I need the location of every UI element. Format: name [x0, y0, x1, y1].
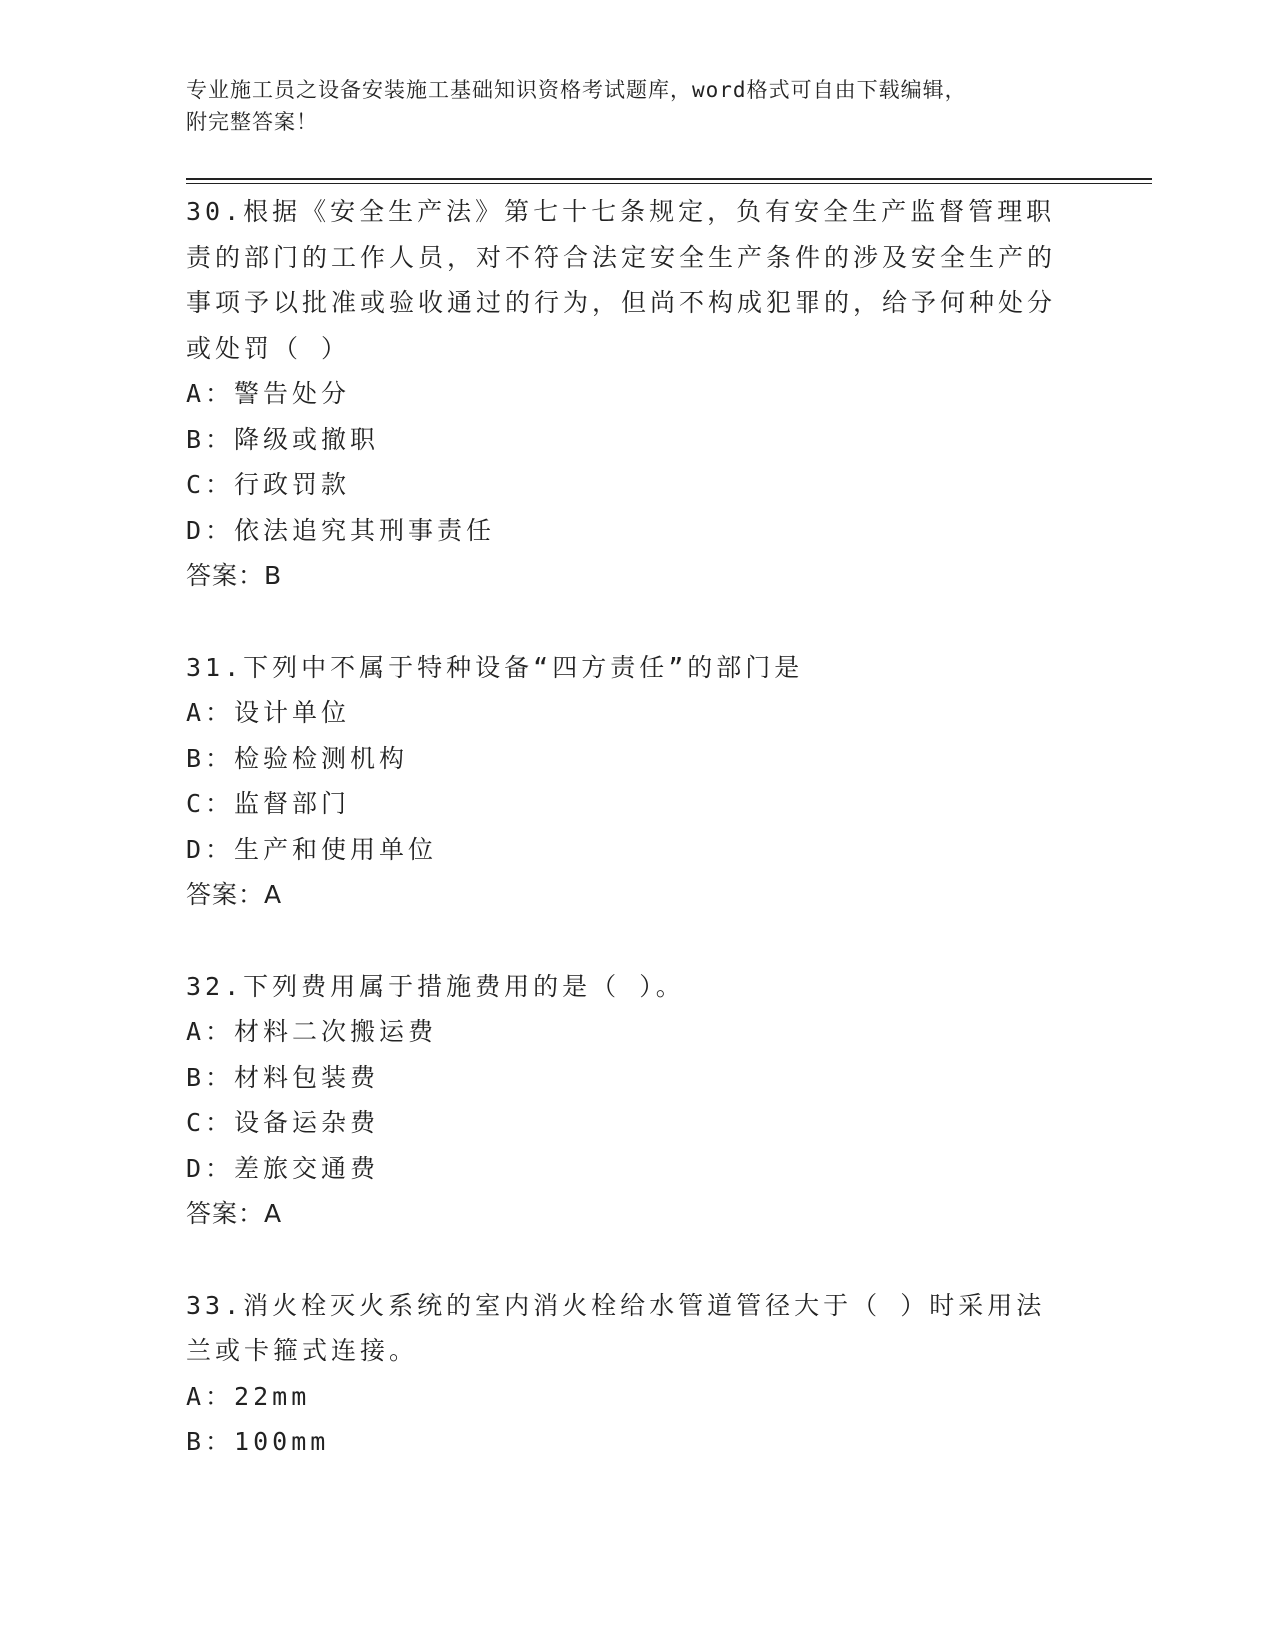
option-d: D：依法追究其刑事责任	[186, 515, 496, 545]
option-a: A：设计单位	[186, 698, 351, 727]
option-d: D：生产和使用单位	[186, 834, 438, 864]
question-31	[186, 645, 1086, 918]
question-stem: 31.下列中不属于特种设备“四方责任”的部门是	[186, 652, 804, 682]
header-divider-thick	[186, 178, 1152, 180]
option-c: C：监督部门	[186, 789, 351, 818]
answer-line: 答案：B	[186, 561, 283, 590]
option-a: A：警告处分	[186, 379, 351, 408]
question-list	[186, 189, 1086, 1511]
header-line-1: 专业施工员之设备安装施工基础知识资格考试题库，word格式可自由下载编辑，	[186, 78, 967, 102]
question-33	[186, 1283, 1086, 1465]
question-30	[186, 189, 1086, 599]
option-c: C：行政罚款	[186, 470, 351, 499]
header-line-2: 附完整答案！	[186, 110, 318, 134]
option-d: D：差旅交通费	[186, 1153, 380, 1183]
option-b: B：降级或撤职	[186, 424, 380, 454]
question-stem: 33.消火栓灭火系统的室内消火栓给水管道管径大于（ ）时采用法兰或卡箍式连接。	[186, 1290, 1046, 1365]
option-a: A：22mm	[186, 1381, 311, 1411]
question-stem: 30.根据《安全生产法》第七十七条规定，负有安全生产监督管理职责的部门的工作人员，对不符合法定安全生产条件的涉及安全生产的事项予以批准或验收通过的行为，但尚不构成犯罪的，给予何种处分或处罚（ ）	[186, 197, 1057, 363]
answer-line: 答案：A	[186, 1199, 283, 1228]
document-header	[186, 74, 1066, 138]
question-32	[186, 964, 1086, 1237]
option-c: C：设备运杂费	[186, 1108, 380, 1137]
option-b: B：材料包装费	[186, 1062, 380, 1092]
option-b: B：检验检测机构	[186, 743, 409, 773]
answer-line: 答案：A	[186, 880, 283, 909]
question-stem: 32.下列费用属于措施费用的是（ ）。	[186, 971, 685, 1001]
header-divider-thin	[186, 183, 1152, 184]
option-a: A：材料二次搬运费	[186, 1017, 438, 1046]
option-b: B：100mm	[186, 1427, 330, 1456]
